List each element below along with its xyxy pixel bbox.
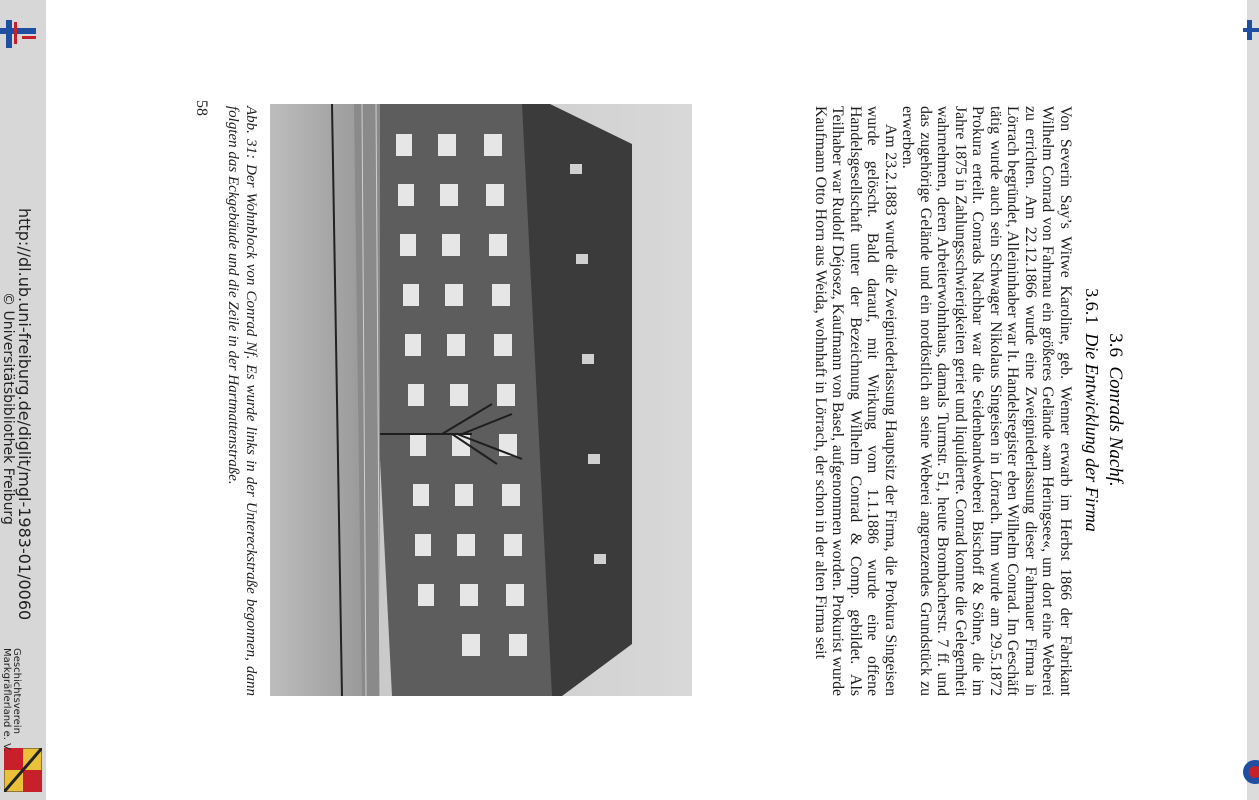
subsection-heading: [1081, 100, 1102, 720]
page-number: 58: [193, 100, 210, 116]
right-logo-icon: [1243, 20, 1259, 42]
section-title: Conrads Nachf.: [1105, 366, 1126, 487]
library-url[interactable]: http://dl.ub.uni-freiburg.de/diglit/mgl-1983-01/0060: [15, 208, 34, 621]
right-margin-strip: [1247, 0, 1259, 800]
library-copyright: © Universitätsbibliothek Freiburg: [0, 292, 16, 525]
figure-caption: [224, 106, 260, 696]
subsection-title: Die Entwicklung der Firma: [1082, 333, 1102, 532]
scanned-page: [160, 100, 1140, 720]
caption-label: Abb. 31:: [243, 106, 259, 160]
section-heading: [1104, 100, 1126, 720]
body-text: [812, 106, 1075, 696]
section-number: 3.6: [1105, 333, 1126, 357]
society-name-line1: Geschichtsverein: [11, 648, 22, 734]
paragraph-1: Von Severin Say’s Witwe Karoline, geb. Wenner erwarb im Herbst 1866 der Fabrikant Wilhelm Conrad von Fahrnau ein größeres Gelände »am Heringsee«, um dort eine Weberei zu errichten. Am 22.12.1866 wurde eine Zweigniederlassung dieser Fahrnauer Firma in Lörrach begründet, Alleininhaber war lt. Handelsregister eben Wilhelm Conrad. Im Geschäft tätig wurde auch sein Schwager Nikolaus Singeisen in Lörrach. Ihm wurde am 29.5.1872 Prokura erteilt. Conrads Nachbar war die Seidenbandweberei Bischoff & Söhne, die im Jahre 1875 in Zahlungsschwierigkeiten geriet und liquidierte. Conrad konnte die Gelegenheit wahrnehmen, deren Arbeiterwohnhaus, damals Turmstr. 51, heute Brombacherstr. 7 ff. und das zugehörige Gelände und ein nordöstlich an seine Weberei angrenzendes Grundstück zu erwerben.: [899, 106, 1074, 696]
society-name-line2: Markgräflerland e. V.: [1, 648, 12, 752]
library-logo-icon: [0, 18, 40, 52]
paragraph-2: Am 23.2.1883 wurde die Zweigniederlassung Hauptsitz der Firma, die Prokura Singeisen wurde gelöscht. Bald darauf, mit Wirkung vom 1.1.1886 wurde eine offene Handelsgesellschaft unter der Bezeichnung Wilhelm Conrad & Comp. gebildet. Als Teilhaber war Rudolf Déjosez, Kaufmann von Basel, aufgenommen worden. Prokurist wurde Kaufmann Otto Horn aus Weida, wohnhaft in Lörrach, der schon in der alten Firma seit: [812, 106, 899, 696]
building-photo: [270, 104, 692, 696]
subsection-number: 3.6.1: [1082, 288, 1102, 325]
society-coat-of-arms-icon: [4, 748, 42, 792]
caption-text: Der Wohnblock von Conrad Nf. Es wurde links in der Untereckstraße begonnen, dann folgten das Eckgebäude und die Zeile in der Hartmattenstraße.: [225, 106, 259, 696]
right-emblem-icon: [1243, 755, 1259, 789]
